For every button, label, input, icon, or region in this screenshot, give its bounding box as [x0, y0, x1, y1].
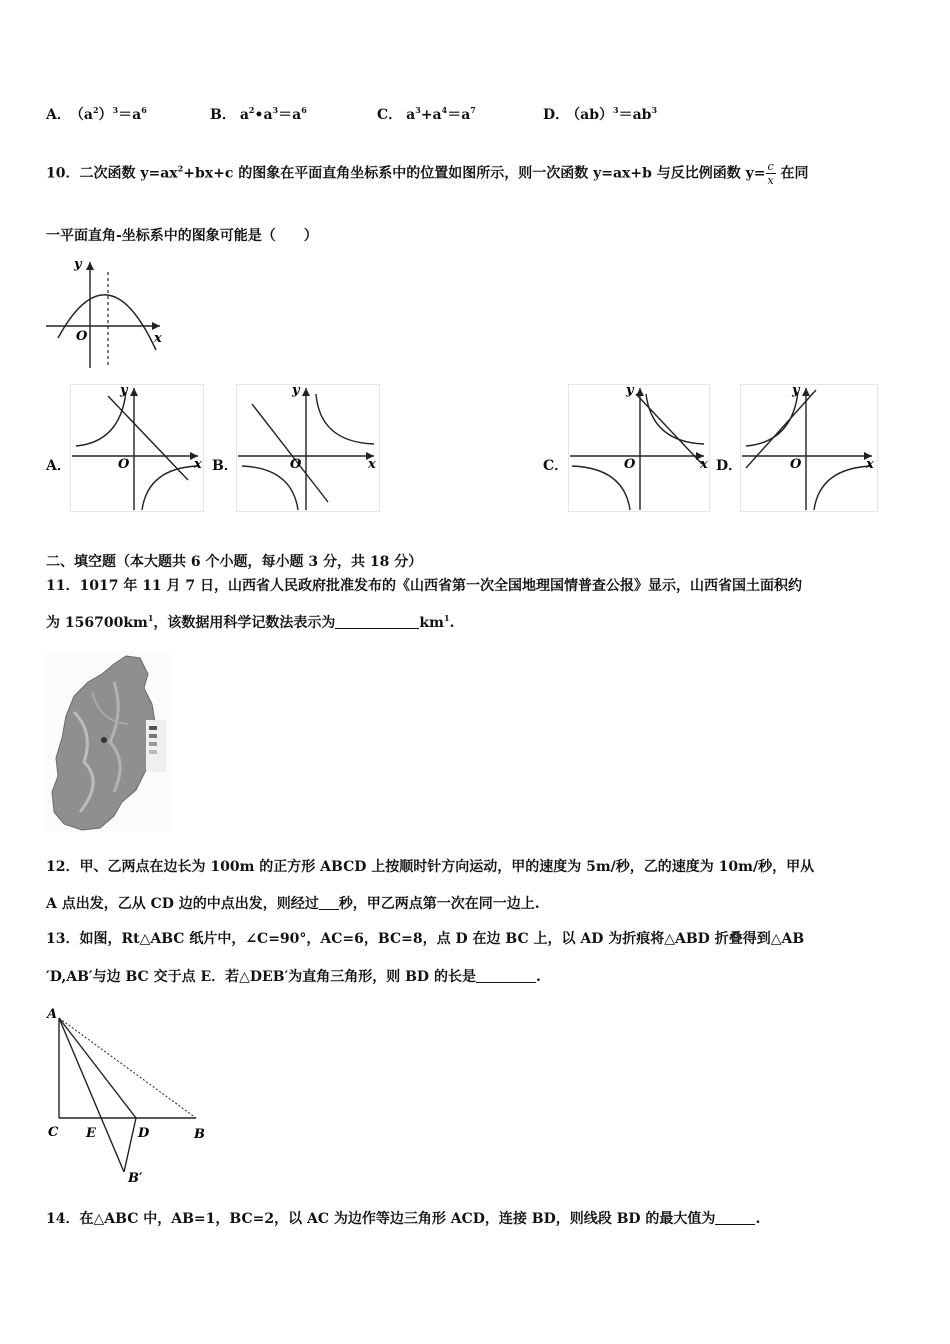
hyperbola-branch — [242, 466, 298, 510]
x-axis-label: x — [700, 457, 708, 472]
x-axis-label: x — [194, 457, 202, 472]
q14-answer-blank[interactable] — [715, 1212, 755, 1225]
q12-stem-line1: 12．甲、乙两点在边长为 100m 的正方形 ABCD 上按顺时针方向运动，甲的速度为 5m/秒，乙的速度为 10m/秒，甲从 — [46, 859, 815, 875]
q11-answer-blank[interactable] — [335, 616, 419, 629]
q10-option-d-graph[interactable] — [740, 384, 878, 512]
point-d-label: D — [138, 1126, 150, 1141]
point-a-label: A — [47, 1007, 58, 1022]
hyperbola-branch — [646, 394, 704, 444]
q11-stem-line1: 11．1017 年 11 月 7 日，山西省人民政府批准发布的《山西省第一次全国地理国情普查公报》显示，山西省国土面积约 — [46, 578, 803, 594]
q10-option-a-label[interactable]: A． — [46, 458, 71, 474]
q10-stem-line2: 一平面直角-坐标系中的图象可能是（ ） — [46, 228, 318, 244]
q10-option-c-label[interactable]: C． — [543, 458, 569, 474]
hyperbola-branch — [814, 466, 872, 510]
point-c-label: C — [48, 1125, 59, 1140]
point-b-prime-label: B′ — [128, 1171, 143, 1186]
y-axis-arrow-icon — [302, 388, 310, 396]
x-axis-label: x — [866, 457, 874, 472]
capital-marker-icon — [101, 737, 107, 743]
q12-stem-line2: A 点出发，乙从 CD 边的中点出发，则经过 秒，甲乙两点第一次在同一边上. — [46, 896, 540, 912]
shanxi-map-image — [44, 652, 172, 832]
q12-answer-blank[interactable] — [319, 897, 339, 910]
origin-label: O — [118, 457, 130, 472]
q13-answer-blank[interactable] — [476, 970, 536, 983]
y-axis-arrow-icon — [86, 262, 94, 270]
origin-label: O — [76, 329, 88, 344]
y-axis-label: y — [120, 384, 128, 398]
segment-ab-prime — [59, 1018, 124, 1172]
point-e-label: E — [86, 1126, 96, 1141]
hyperbola-branch — [142, 466, 198, 510]
x-axis-label: x — [368, 457, 376, 472]
q9-option-a[interactable]: A． $(a^2)^3=a^6$ — [46, 105, 147, 123]
q13-stem-line1: 13．如图，Rt△ABC 纸片中，∠C=90°，AC=6，BC=8，点 D 在边 BC 上，以 AD 为折痕将△ABD 折叠得到△AB — [46, 931, 805, 947]
x-axis-label: x — [154, 331, 162, 346]
hyperbola-branch — [572, 466, 630, 510]
q10-option-b-graph[interactable] — [236, 384, 380, 512]
point-b-label: B — [194, 1127, 205, 1142]
hyperbola-branch — [316, 394, 374, 444]
y-axis-label: y — [292, 384, 300, 398]
q11-stem-line2: 为 $156700km^1$，该数据用科学记数法表示为 $km^1$. — [46, 613, 455, 631]
segment-db-prime — [124, 1118, 136, 1172]
q13-triangle-figure — [44, 1004, 214, 1188]
fraction-c-over-x: $\frac{c}{x}$ — [767, 160, 774, 187]
origin-label: O — [290, 457, 302, 472]
q10-option-c-graph[interactable] — [568, 384, 710, 512]
q9-option-c[interactable]: C． $a^3+a^4=a^7$ — [377, 105, 476, 123]
q10-stem-line1: 10．二次函数 $y=ax^2+bx+c$ 的图象在平面直角坐标系中的位置如图所示，则一次函数 y=ax+b 与反比例函数 y= $\frac{c}{x}$ 在同 — [46, 160, 809, 187]
hyperbola-branch — [76, 392, 126, 446]
x-axis-arrow-icon — [152, 322, 160, 330]
y-axis-arrow-icon — [802, 388, 810, 396]
y-axis-label: y — [74, 258, 82, 272]
q10-option-b-label[interactable]: B． — [212, 458, 238, 474]
y-axis-label: y — [792, 384, 800, 398]
q10-parabola-figure — [44, 258, 166, 370]
y-axis-arrow-icon — [130, 388, 138, 396]
origin-label: O — [790, 457, 802, 472]
segment-ad — [59, 1018, 136, 1118]
parabola-curve — [58, 295, 156, 350]
section-2-heading: 二、填空题（本大题共 6 个小题，每小题 3 分，共 18 分） — [46, 554, 423, 570]
q9-option-b[interactable]: B． $a^2•a^3=a^6$ — [210, 105, 307, 123]
q10-option-a-graph[interactable] — [70, 384, 204, 512]
q14-stem: 14．在△ABC 中，AB=1，BC=2，以 AC 为边作等边三角形 ACD，连接 BD，则线段 BD 的最大值为 . — [46, 1211, 761, 1227]
linear-function-line — [636, 394, 702, 464]
q13-stem-line2: ′D,AB′与边 BC 交于点 E．若△DEB′为直角三角形，则 BD 的长是 . — [46, 969, 541, 985]
q9-option-d[interactable]: D． $(ab)^3=ab^3$ — [543, 105, 658, 123]
q10-option-d-label[interactable]: D． — [716, 458, 743, 474]
y-axis-label: y — [626, 384, 634, 398]
origin-label: O — [624, 457, 636, 472]
